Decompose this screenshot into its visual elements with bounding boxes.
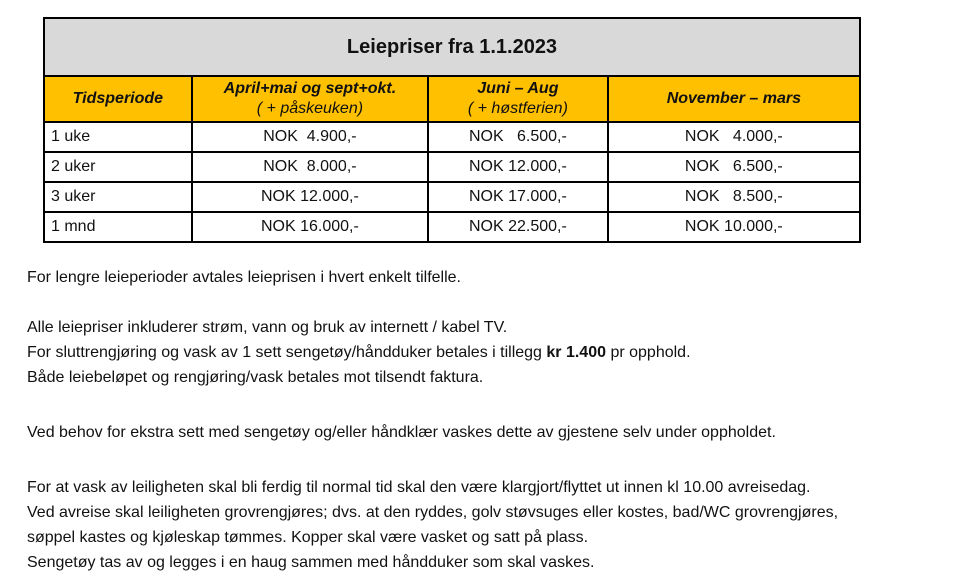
paragraph-checkout-cleaning: Ved avreise skal leiligheten grovrengjøres; dvs. at den ryddes, golv støvsuges eller kostes, bad/WC grovrengjøres,: [27, 504, 839, 521]
header-period: Tidsperiode: [44, 76, 192, 122]
row-period: 1 mnd: [44, 212, 192, 242]
price-cell: NOK 22.500,-: [428, 212, 608, 242]
price-cell: NOK 16.000,-: [192, 212, 428, 242]
cleaning-fee-amount: kr 1.400: [546, 344, 606, 361]
price-cell: NOK 6.500,-: [608, 152, 860, 182]
paragraph-checkout-time: For at vask av leiligheten skal bli ferdig til normal tid skal den være klargjort/flyttet ut innen kl 10.00 avreisedag.: [27, 479, 811, 496]
price-cell: NOK 10.000,-: [608, 212, 860, 242]
row-period: 3 uker: [44, 182, 192, 212]
price-cell: NOK 4.000,-: [608, 122, 860, 152]
header-spring-autumn: April+mai og sept+okt. ( + påskeuken): [192, 76, 428, 122]
table-row: [44, 182, 860, 212]
price-cell: NOK 12.000,-: [428, 152, 608, 182]
paragraph-trash-fridge: søppel kastes og kjøleskap tømmes. Kopper skal være vasket og satt på plass.: [27, 529, 589, 546]
paragraph-linen: Sengetøy tas av og legges i en haug sammen med håndduker som skal vaskes.: [27, 554, 595, 571]
paragraph-cleaning-fee: For sluttrengjøring og vask av 1 sett sengetøy/håndduker betales i tillegg kr 1.400 pr opphold.: [27, 344, 691, 361]
price-cell: NOK 17.000,-: [428, 182, 608, 212]
header-winter: November – mars: [608, 76, 860, 122]
price-table: [43, 17, 861, 243]
table-row: [44, 212, 860, 242]
terms-text: [27, 265, 957, 575]
price-table-container: [43, 17, 861, 243]
price-cell: NOK 4.900,-: [192, 122, 428, 152]
paragraph-invoice: Både leiebeløpet og rengjøring/vask betales mot tilsendt faktura.: [27, 369, 484, 386]
table-row: [44, 122, 860, 152]
price-cell: NOK 8.500,-: [608, 182, 860, 212]
price-cell: NOK 6.500,-: [428, 122, 608, 152]
table-row: [44, 152, 860, 182]
header-summer: Juni – Aug ( + høstferien): [428, 76, 608, 122]
row-period: 1 uke: [44, 122, 192, 152]
row-period: 2 uker: [44, 152, 192, 182]
paragraph-longer-periods: For lengre leieperioder avtales leieprisen i hvert enkelt tilfelle.: [27, 269, 461, 286]
paragraph-extra-linen: Ved behov for ekstra sett med sengetøy og/eller håndklær vaskes dette av gjestene selv under oppholdet.: [27, 424, 776, 441]
table-title: Leiepriser fra 1.1.2023: [44, 18, 860, 76]
paragraph-included: Alle leiepriser inkluderer strøm, vann og bruk av internett / kabel TV.: [27, 319, 508, 336]
price-cell: NOK 12.000,-: [192, 182, 428, 212]
price-cell: NOK 8.000,-: [192, 152, 428, 182]
